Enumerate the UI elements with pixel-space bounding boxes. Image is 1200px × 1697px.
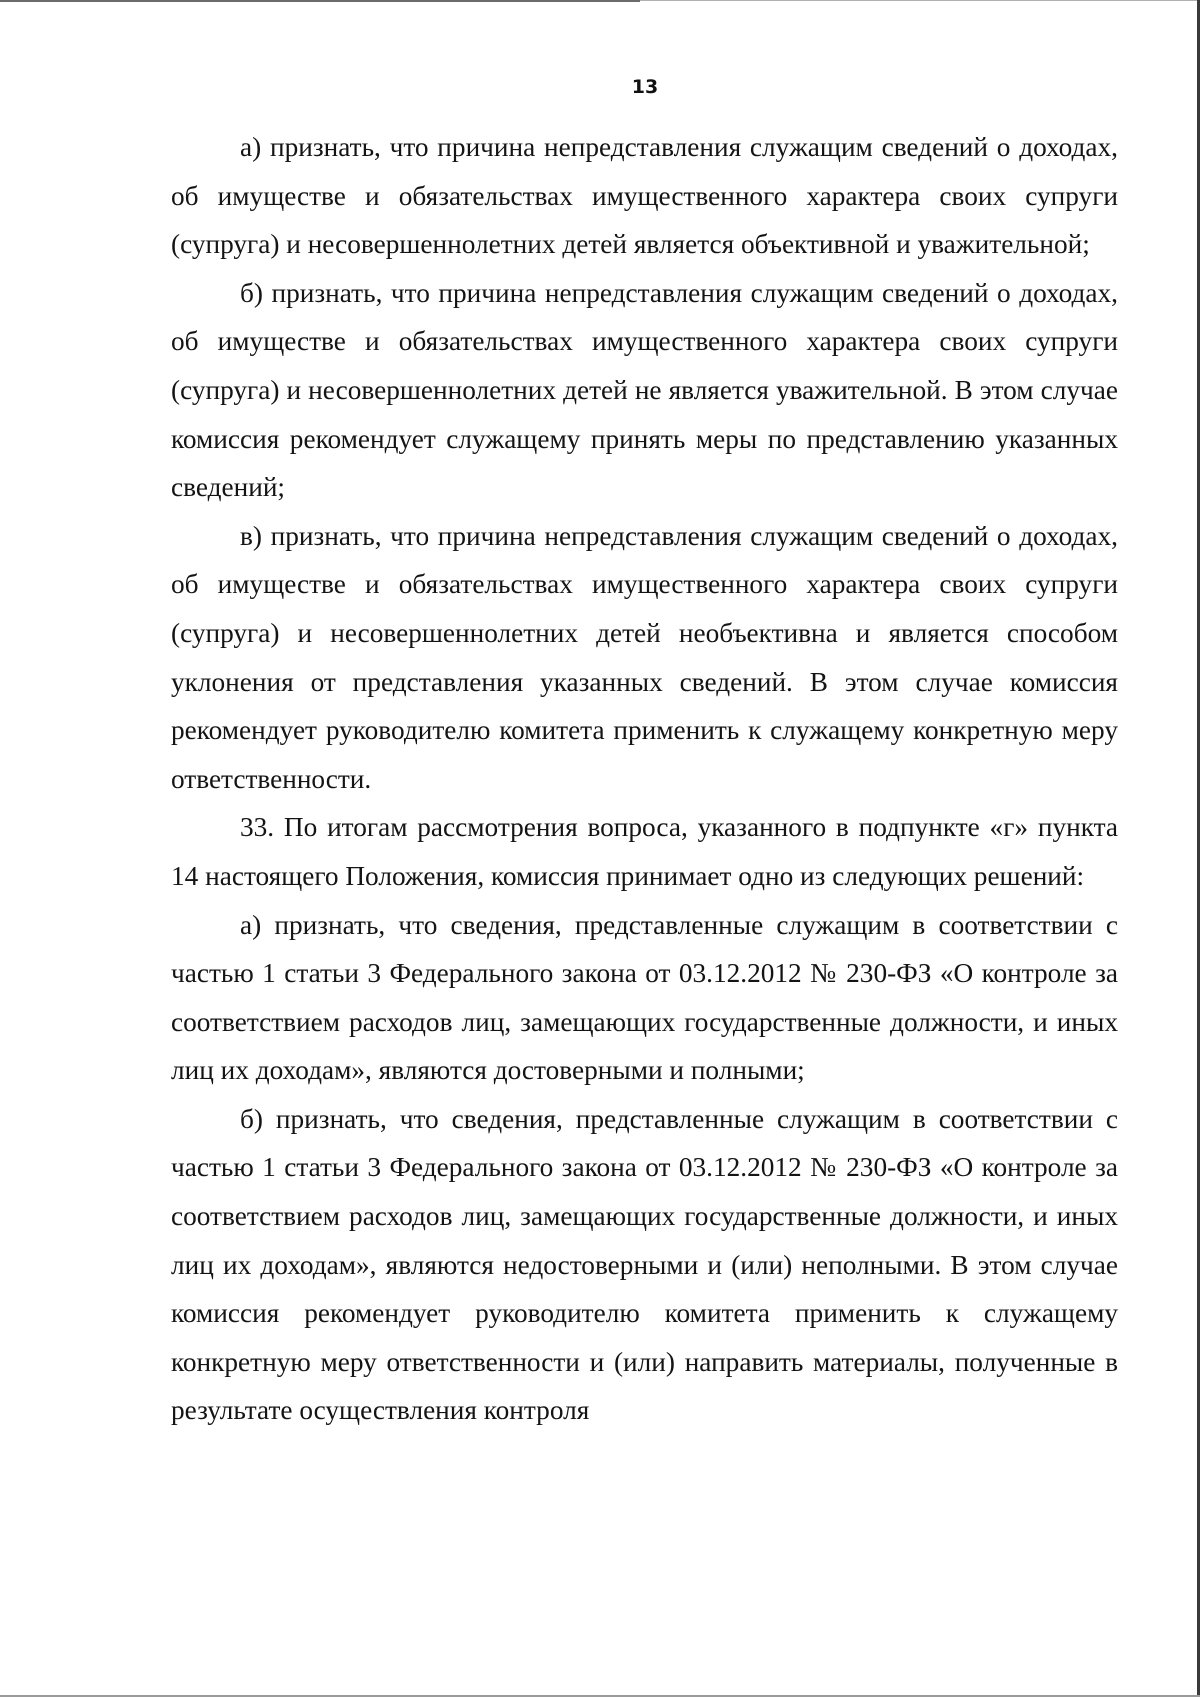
paragraph-v-reason-evasion: в) признать, что причина непредставления служащим сведений о доходах, об имуществе и обязательствах имущественного характера своих супруги (супруга) и несовершеннолетних детей необъективна и является способом уклонения от представления указанных сведений. В этом случае комиссия рекомендует руководителю комитета применить к служащему конкретную меру ответственности. — [171, 520, 1118, 794]
paragraph-b-unreliable-incomplete: б) признать, что сведения, представленные служащим в соответствии с частью 1 статьи 3 Федерального закона от 03.12.2012 № 230-ФЗ «О контроле за соответствием расходов лиц, замещающих государственные должности, и иных лиц их доходам», являются недостоверными и (или) неполными. В этом случае комиссия рекомендует руководителю комитета применить к служащему конкретную меру ответственности и (или) направить материалы, полученные в результате осуществления контроля — [171, 1103, 1118, 1426]
scan-edge-top — [0, 0, 640, 2]
document-body — [171, 123, 1118, 1435]
paragraph-a-reason-objective: а) признать, что причина непредставления служащим сведений о доходах, об имуществе и обязательствах имущественного характера своих супруги (супруга) и несовершеннолетних детей является объективной и уважительной; — [171, 132, 1118, 260]
paragraph-a-reliable-complete: а) признать, что сведения, представленные служащим в соответствии с частью 1 статьи 3 Федерального закона от 03.12.2012 № 230-ФЗ «О контроле за соответствием расходов лиц, замещающих государственные должности, и иных лиц их доходам», являются достоверными и полными; — [171, 909, 1118, 1086]
page-number: 13 — [631, 76, 659, 98]
scan-edge-top-faint — [640, 0, 1200, 1]
paragraph-b-reason-not-valid: б) признать, что причина непредставления служащим сведений о доходах, об имуществе и обязательствах имущественного характера своих супруги (супруга) и несовершеннолетних детей не является уважительной. В этом случае комиссия рекомендует служащему принять меры по представлению указанных сведений; — [171, 277, 1118, 503]
paragraph-33: 33. По итогам рассмотрения вопроса, указанного в подпункте «г» пункта 14 настоящего Положения, комиссия принимает одно из следующих решений: — [171, 812, 1118, 891]
